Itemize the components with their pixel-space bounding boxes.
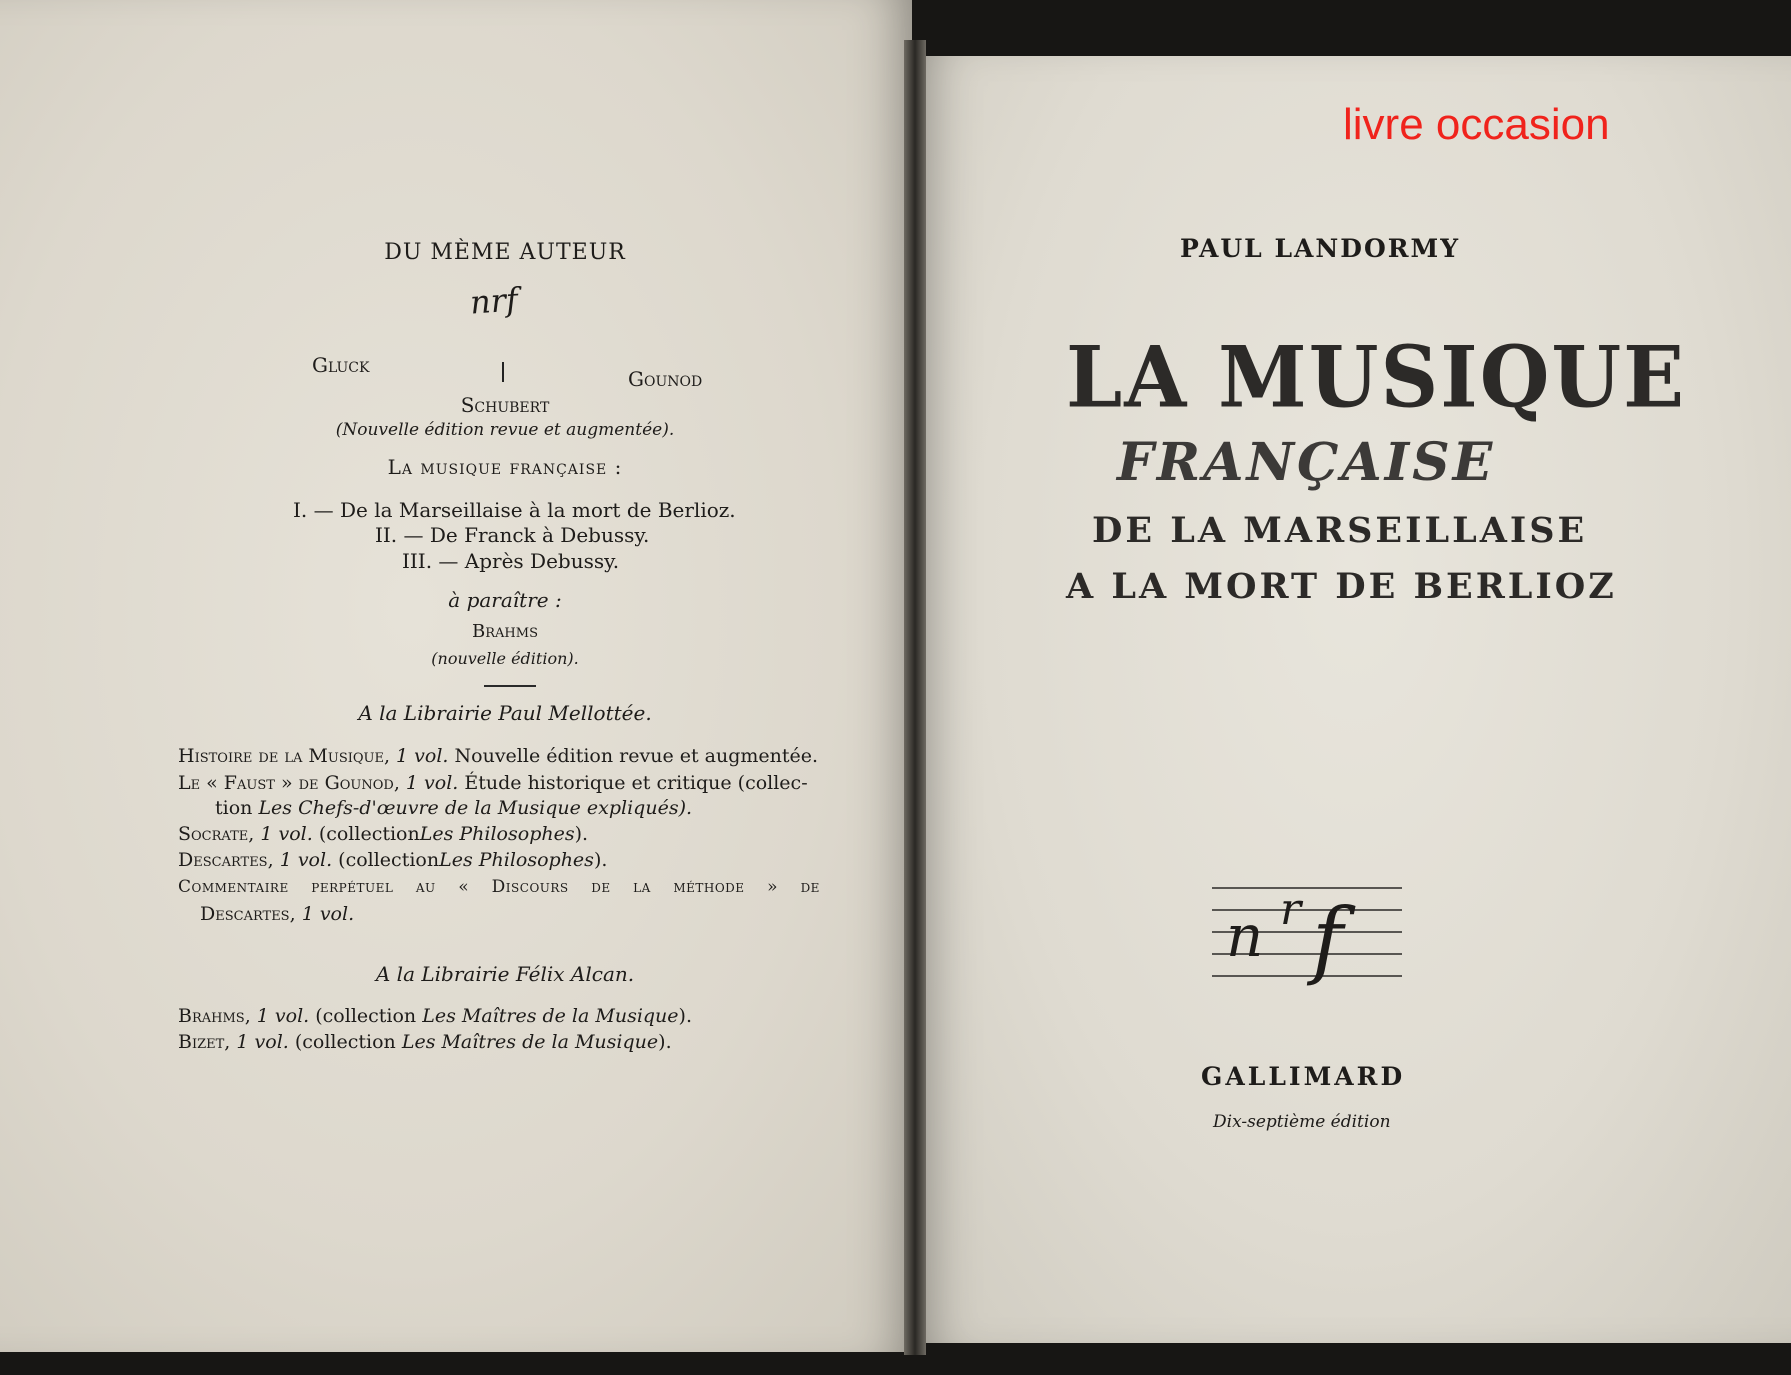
work-faust [178, 772, 808, 794]
author-name: PAUL LANDORMY [1180, 234, 1461, 263]
commentaire-word: de [800, 877, 820, 897]
forthcoming-label: à paraître : [448, 588, 562, 612]
work-title: Bizet, [178, 1031, 231, 1053]
book-subtitle-line-2: A LA MORT DE BERLIOZ [1066, 566, 1617, 607]
work-vol: 1 vol. [396, 745, 449, 767]
work-commentaire-end [200, 903, 354, 925]
work-collection: Les Maîtres de la Musique [401, 1031, 659, 1053]
work-socrate [178, 823, 588, 845]
edition-note: Dix-septième édition [1213, 1112, 1391, 1132]
title-schubert: Schubert [460, 393, 550, 417]
commentaire-word: la [633, 877, 651, 897]
work-vol: 1 vol. [236, 1031, 289, 1053]
work-desc-end: ). [593, 849, 608, 871]
work-vol: 1 vol. [260, 823, 313, 845]
work-desc: Étude historique et critique (collec- [464, 772, 808, 794]
publisher-mellottee: A la Librairie Paul Mellottée. [358, 701, 652, 725]
work-desc: tion [215, 797, 253, 819]
work-collection: Les Philosophes [419, 823, 575, 845]
commentaire-word: de [591, 877, 611, 897]
commentaire-word: Discours [491, 877, 569, 897]
work-histoire [178, 745, 818, 767]
commentaire-word: perpétuel [311, 877, 394, 897]
commentaire-word: Commentaire [178, 877, 289, 897]
volume-3: III. — Après Debussy. [402, 549, 620, 573]
work-desc-end: ). [574, 823, 589, 845]
work-desc: (collection [338, 849, 440, 871]
commentaire-word: méthode [673, 877, 745, 897]
logo-letter-n: n [1226, 902, 1264, 970]
title-gluck: Gluck [312, 353, 370, 377]
work-collection: Les Maîtres de la Musique [422, 1005, 679, 1027]
work-vol: 1 vol. [405, 772, 459, 794]
work-bizet [178, 1031, 672, 1053]
publisher-alcan: A la Librairie Félix Alcan. [375, 962, 635, 986]
du-meme-auteur-heading: DU MÈME AUTEUR [384, 240, 626, 265]
work-desc: Nouvelle édition revue et augmentée. [454, 745, 819, 767]
work-desc-end: ). [678, 1005, 692, 1027]
section-rule [484, 685, 536, 687]
book-title-line-2: FRANÇAISE [1117, 432, 1496, 493]
work-title: Brahms, [178, 1005, 251, 1027]
schubert-note: (Nouvelle édition revue et augmentée). [335, 420, 675, 440]
work-desc-end: ). [658, 1031, 672, 1053]
series-title: La musique française : [387, 455, 623, 479]
work-desc: (collection [294, 1031, 396, 1053]
book-subtitle-line-1: DE LA MARSEILLAISE [1092, 510, 1588, 551]
volume-1: I. — De la Marseillaise à la mort de Berlioz. [293, 498, 736, 522]
forthcoming-title: Brahms [472, 621, 538, 642]
work-brahms [178, 1005, 692, 1027]
title-gounod: Gounod [628, 367, 703, 391]
work-title: Histoire de la Musique, [178, 745, 390, 767]
work-title: Descartes, [178, 849, 274, 871]
publisher-name: GALLIMARD [1201, 1062, 1406, 1091]
work-collection: Les Chefs-d'œuvre de la Musique expliqués). [258, 797, 693, 819]
work-vol: 1 vol. [301, 903, 355, 925]
watermark-livre-occasion: livre occasion [1343, 100, 1610, 149]
nrf-small-logo: nrf [468, 280, 520, 322]
book-title-line-1: LA MUSIQUE [1066, 327, 1687, 427]
commentaire-word: » [767, 877, 779, 897]
work-vol: 1 vol. [279, 849, 333, 871]
work-commentaire [178, 877, 820, 897]
work-faust-continued [215, 797, 692, 819]
commentaire-word: au [415, 877, 436, 897]
title-separator [502, 362, 504, 382]
logo-letter-f: f [1312, 890, 1344, 988]
work-vol: 1 vol. [256, 1005, 310, 1027]
forthcoming-note: (nouvelle édition). [431, 649, 579, 668]
commentaire-word: « [458, 877, 470, 897]
work-title: Descartes, [200, 903, 296, 925]
work-desc: (collection [315, 1005, 417, 1027]
work-descartes [178, 849, 607, 871]
book-gutter [904, 40, 926, 1355]
volume-2: II. — De Franck à Debussy. [375, 523, 650, 547]
logo-letter-r: r [1280, 884, 1302, 935]
work-title: Socrate, [178, 823, 255, 845]
work-title: Le « Faust » de Gounod, [178, 772, 400, 794]
work-collection: Les Philosophes [439, 849, 594, 871]
nrf-staff-logo [1212, 880, 1402, 992]
work-desc: (collection [318, 823, 420, 845]
